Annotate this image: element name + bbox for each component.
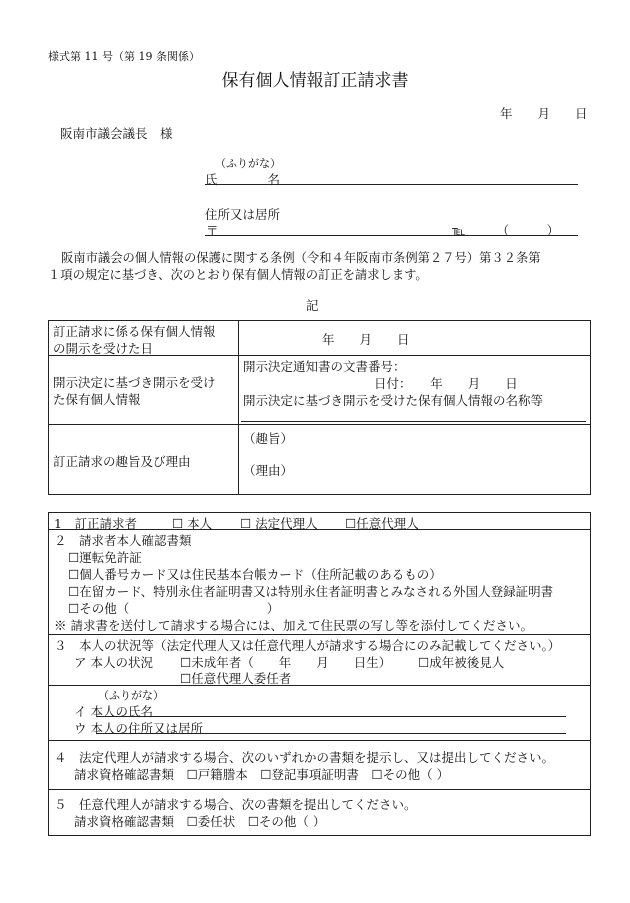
decision-date-field[interactable]: 日付： 年 月 日 <box>374 376 518 391</box>
row2-label-1: 開示決定に基づき開示を受け <box>53 375 216 390</box>
row3-label: 訂正請求の趣旨及び理由 <box>53 454 191 469</box>
name-field[interactable] <box>205 184 578 185</box>
info-name-underline <box>241 421 586 422</box>
section4-documents[interactable]: 請求資格確認書類 ☐戸籍謄本 ☐登記事項証明書 ☐その他（ ） <box>74 767 450 782</box>
address-field[interactable] <box>205 235 578 236</box>
checkbox-adult-ward[interactable]: ☐成年被後見人 <box>418 655 505 670</box>
section5-title: ５ 任意代理人が請求する場合、次の書類を提出してください。 <box>54 797 417 812</box>
section4-title: ４ 法定代理人が請求する場合、次のいずれかの書類を提示し、又は提出してください。 <box>54 750 555 765</box>
checkbox-legal-representative[interactable]: ☐ 法定代理人 <box>240 516 318 531</box>
checkbox-residence-card[interactable]: ☐在留カード、特別永住者証明書又は特別永住者証明書とみなされる外国人登録証明書 <box>68 584 554 599</box>
tel-label: ℡ （ ） <box>452 223 560 238</box>
page-title: 保有個人情報訂正請求書 <box>221 71 409 91</box>
address-label: 住所又は居所 <box>205 207 281 222</box>
section2-title: ２ 請求者本人確認書類 <box>54 533 192 548</box>
checkbox-drivers-license[interactable]: ☐運転免許証 <box>68 550 142 565</box>
principal-name-label: イ 本人の氏名 <box>74 704 153 719</box>
body-text-line-2: １項の規定に基づき、次のとおり保有個人情報の訂正を請求します。 <box>48 268 428 282</box>
reason-field[interactable]: （理由） <box>243 463 294 478</box>
checkbox-voluntary-representative[interactable]: ☐任意代理人 <box>345 516 419 531</box>
name-label: 氏 名 <box>205 172 281 187</box>
row2-label-2: た保有個人情報 <box>53 392 141 407</box>
principal-address-label: ウ 本人の住所又は居所 <box>74 721 203 736</box>
disclosure-date-field[interactable]: 年 月 日 <box>322 332 410 347</box>
row1-label-2: の開示を受けた日 <box>53 341 154 356</box>
furigana-label: （ふりがな） <box>215 157 281 170</box>
section5-documents[interactable]: 請求資格確認書類 ☐委任状 ☐その他（ ） <box>74 814 326 829</box>
principal-address-field[interactable] <box>96 733 566 734</box>
ki-heading: 記 <box>306 298 319 313</box>
form-number: 様式第 11 号（第 19 条関係） <box>48 50 200 63</box>
date-line[interactable]: 年 月 日 <box>500 106 588 121</box>
checkbox-voluntary-principal[interactable]: ☐任意代理人委任者 <box>180 671 292 686</box>
body-text-line-1: 阪南市議会の個人情報の保護に関する条例（令和４年阪南市条例第２７号）第３２条第 <box>61 251 541 265</box>
doc-number-field[interactable]: 開示決定通知書の文書番号： <box>243 359 406 374</box>
addressee: 阪南市議会議長 様 <box>60 126 173 141</box>
section3-title: ３ 本人の状況等（法定代理人又は任意代理人が請求する場合にのみ記載してください。） <box>54 638 561 653</box>
principal-name-field[interactable] <box>96 716 566 717</box>
checkbox-other-id[interactable]: ☐その他（ ） <box>68 601 280 616</box>
section3-furigana: （ふりがな） <box>98 689 164 702</box>
purpose-field[interactable]: （趣旨） <box>243 431 294 446</box>
section1-label: 1 訂正請求者 <box>54 516 137 531</box>
checkbox-my-number-card[interactable]: ☐個人番号カード又は住民基本台帳カード（住所記載のあるもの） <box>68 567 442 582</box>
section3-a-label: ア 本人の状況 <box>74 655 153 670</box>
checkbox-minor[interactable]: ☐未成年者（ 年 月 日生） <box>180 655 392 670</box>
section2-note: ※ 請求書を送付して請求する場合には、加えて住民票の写し等を添付してください。 <box>54 618 533 633</box>
postal-mark: 〒 <box>206 223 219 238</box>
checkbox-self[interactable]: ☐ 本人 <box>172 516 213 531</box>
row1-label-1: 訂正請求に係る保有個人情報 <box>53 324 216 339</box>
info-name-field[interactable]: 開示決定に基づき開示を受けた保有個人情報の名称等 <box>243 393 544 408</box>
